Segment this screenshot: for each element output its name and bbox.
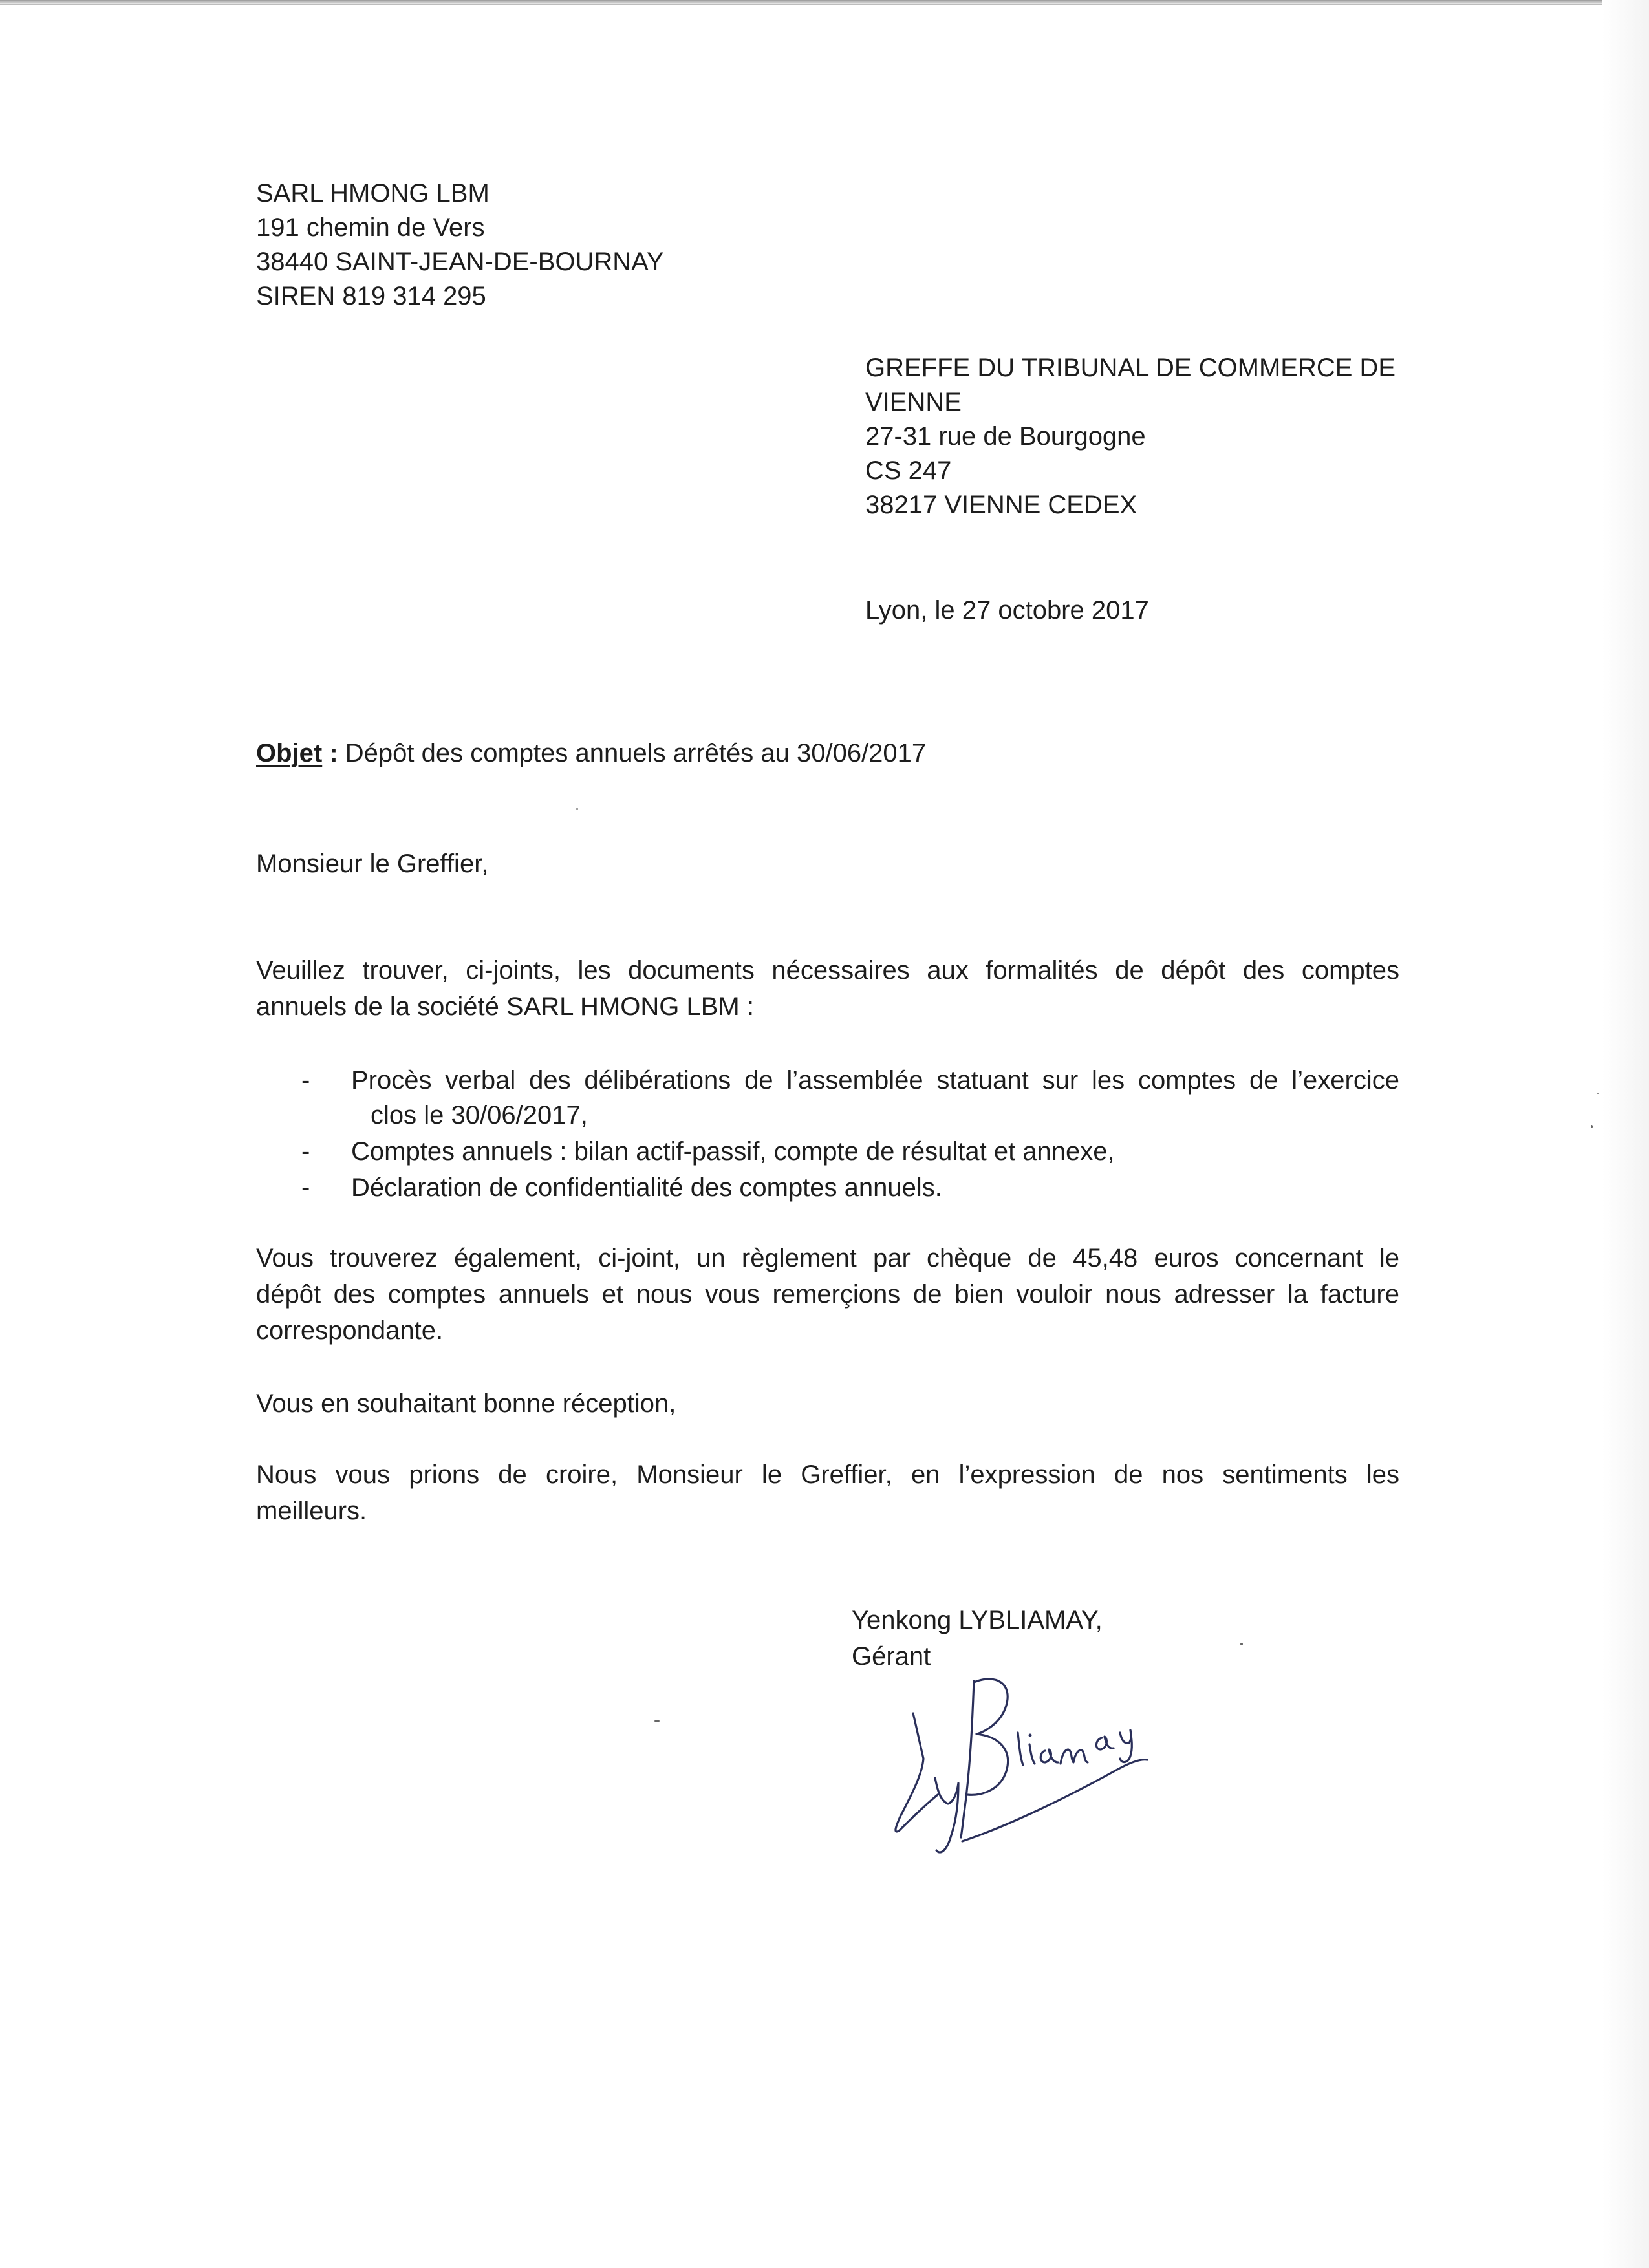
recipient-city: 38217 VIENNE CEDEX: [865, 491, 1137, 519]
payment-line-3: correspondante.: [256, 1316, 444, 1345]
scan-right-edge: [1602, 0, 1649, 2268]
list-item: Comptes annuels : bilan actif-passif, compte de résultat et annexe,: [351, 1137, 1115, 1166]
sender-city: 38440 SAINT-JEAN-DE-BOURNAY: [256, 248, 664, 276]
recipient-address: [865, 351, 1396, 522]
closing-line-2: meilleurs.: [256, 1497, 367, 1525]
recipient-line-1: GREFFE DU TRIBUNAL DE COMMERCE DE: [865, 354, 1396, 382]
intro-paragraph: [256, 952, 1399, 1025]
list-item: Déclaration de confidentialité des comptes annuels.: [351, 1173, 942, 1202]
list-item-dash: -: [301, 1066, 310, 1095]
closing-line-1: Nous vous prions de croire, Monsieur le Greffier, en l’expression de nos sentiments les: [256, 1460, 1399, 1489]
intro-line-1: Veuillez trouver, ci-joints, les documents nécessaires aux formalités de dépôt des comptes: [256, 956, 1399, 985]
scan-speck: [654, 1720, 660, 1722]
closing-paragraph: [256, 1457, 1399, 1529]
reception-line: Vous en souhaitant bonne réception,: [256, 1389, 676, 1418]
sender-street: 191 chemin de Vers: [256, 213, 485, 242]
list-item-continuation: clos le 30/06/2017,: [371, 1101, 588, 1129]
subject-line: [256, 736, 926, 771]
recipient-cs: CS 247: [865, 456, 952, 485]
sender-siren: SIREN 819 314 295: [256, 282, 486, 310]
scan-speck: [1240, 1643, 1243, 1645]
signatory-name: Yenkong LYBLIAMAY,: [852, 1606, 1103, 1634]
handwritten-signature: [886, 1668, 1158, 1862]
list-item: [351, 1062, 1399, 1098]
date-line: Lyon, le 27 octobre 2017: [865, 596, 1149, 625]
signatory-title: Gérant: [852, 1642, 931, 1671]
list-item-dash: -: [301, 1173, 310, 1202]
sender-company-name: SARL HMONG LBM: [256, 179, 490, 208]
subject-separator: :: [322, 739, 345, 767]
scan-speck: [1597, 1093, 1599, 1094]
subject-text: Dépôt des comptes annuels arrêtés au 30/06/2017: [345, 739, 927, 767]
signatory-block: [852, 1602, 1103, 1674]
recipient-street: 27-31 rue de Bourgogne: [865, 422, 1146, 451]
payment-line-1: Vous trouverez également, ci-joint, un règlement par chèque de 45,48 euros concernant le: [256, 1244, 1399, 1272]
scan-top-line: [0, 4, 1604, 5]
sender-address: [256, 177, 664, 314]
intro-line-2: annuels de la société SARL HMONG LBM :: [256, 992, 754, 1021]
list-item-text: Procès verbal des délibérations de l’assemblée statuant sur les comptes de l’exercice: [351, 1066, 1399, 1095]
salutation: Monsieur le Greffier,: [256, 850, 489, 878]
payment-paragraph: [256, 1240, 1399, 1349]
list-item-dash: -: [301, 1137, 310, 1166]
recipient-line-2: VIENNE: [865, 388, 962, 416]
scan-speck: [576, 808, 578, 810]
payment-line-2: dépôt des comptes annuels et nous vous remerçions de bien vouloir nous adresser la facture: [256, 1280, 1399, 1309]
subject-label: Objet: [256, 739, 323, 767]
scan-speck: [1591, 1125, 1593, 1128]
